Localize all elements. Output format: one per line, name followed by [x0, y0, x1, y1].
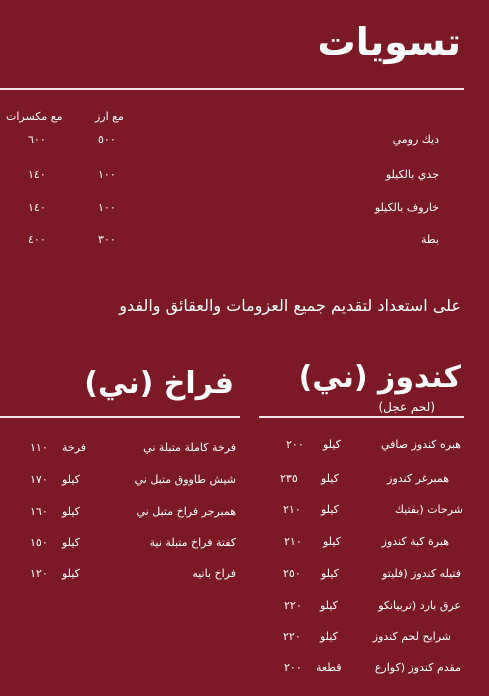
price-nuts: ٦٠٠ [28, 133, 46, 146]
firakh-item [0, 505, 489, 525]
item-name: خاروف بالكيلو [374, 201, 439, 214]
item-price: ١٧٠ [30, 473, 48, 486]
item-name: جدي بالكيلو [385, 168, 439, 181]
item-name: فرخة كاملة متبلة ني [143, 441, 236, 454]
item-name: شيش طاووق متبل ني [134, 473, 236, 486]
price-rice: ١٠٠ [98, 201, 116, 214]
item-unit: كيلو [321, 567, 339, 580]
item-name: عرق بارد (تربيانكو [378, 599, 461, 612]
item-price: ٢١٠ [284, 535, 302, 548]
item-price: ١١٠ [30, 441, 48, 454]
item-price: ٢٥٠ [283, 567, 301, 580]
firakh-divider [0, 416, 240, 418]
item-name: كفتة فراخ متبلة نية [149, 536, 236, 549]
item-price: ٢٠٠ [284, 661, 302, 674]
item-price: ٢٠٠ [286, 438, 304, 451]
item-price: ٢٢٠ [283, 630, 301, 643]
kandouz-divider [259, 416, 464, 418]
item-unit: كيلو [321, 472, 339, 485]
item-unit: كيلو [62, 473, 80, 486]
price-nuts: ٤٠٠ [28, 233, 46, 246]
item-name: هبرة كبة كندوز [381, 535, 449, 548]
taswiyat-row [0, 133, 489, 153]
price-nuts: ١٤٠ [28, 168, 46, 181]
firakh-item [0, 473, 489, 493]
col-header-nuts: مع مكسرات [6, 110, 63, 123]
price-rice: ٥٠٠ [98, 133, 116, 146]
item-price: ١٦٠ [30, 505, 48, 518]
item-name: بطة [421, 233, 439, 246]
item-unit: كيلو [321, 503, 339, 516]
item-unit: كيلو [62, 505, 80, 518]
page-title: تسويات [317, 20, 461, 64]
kandouz-item [0, 599, 489, 619]
taswiyat-row [0, 201, 489, 221]
item-unit: كيلو [323, 438, 341, 451]
kandouz-item [0, 630, 489, 650]
item-price: ١٥٠ [30, 536, 48, 549]
item-unit: كيلو [62, 536, 80, 549]
item-name: همبرغر كندوز [387, 472, 449, 485]
price-rice: ٣٠٠ [98, 233, 116, 246]
kandouz-item [0, 661, 489, 681]
item-name: مقدم كندوز (كوارع [374, 661, 461, 674]
item-price: ٢١٠ [283, 503, 301, 516]
item-price: ١٢٠ [30, 567, 48, 580]
col-header-rice: مع ارز [95, 110, 124, 123]
item-name: ديك رومي [392, 133, 439, 146]
item-unit: كيلو [320, 599, 338, 612]
price-nuts: ١٤٠ [28, 201, 46, 214]
item-name: شرايح لحم كندوز [372, 630, 451, 643]
item-unit: كيلو [62, 567, 80, 580]
offer-text: على استعداد لتقديم جميع العزومات والعقائق والفدو [119, 296, 461, 315]
kandouz-title: كندوز (ني) [298, 360, 461, 395]
item-unit: قطعة [316, 661, 342, 674]
item-name: شرحات (بفتيك [394, 503, 463, 516]
item-price: ٢٢٠ [284, 599, 302, 612]
item-price: ٢٣٥ [280, 472, 298, 485]
item-name: فتيله كندوز (فليتو [382, 567, 461, 580]
item-name: هبره كندوز صافي [380, 438, 461, 451]
item-unit: كيلو [320, 630, 338, 643]
item-name: فراخ بانيه [192, 567, 236, 580]
firakh-item [0, 567, 489, 587]
taswiyat-row [0, 233, 489, 253]
firakh-title: فراخ (ني) [84, 366, 234, 401]
item-name: همبرجر فراخ متبل ني [136, 505, 236, 518]
item-unit: فرخة [62, 441, 87, 454]
firakh-item [0, 441, 489, 461]
taswiyat-row [0, 168, 489, 188]
firakh-item [0, 536, 489, 556]
kandouz-subtitle: (لحم عجل) [378, 400, 435, 414]
price-rice: ١٠٠ [98, 168, 116, 181]
item-unit: كيلو [323, 535, 341, 548]
title-divider [0, 88, 464, 90]
